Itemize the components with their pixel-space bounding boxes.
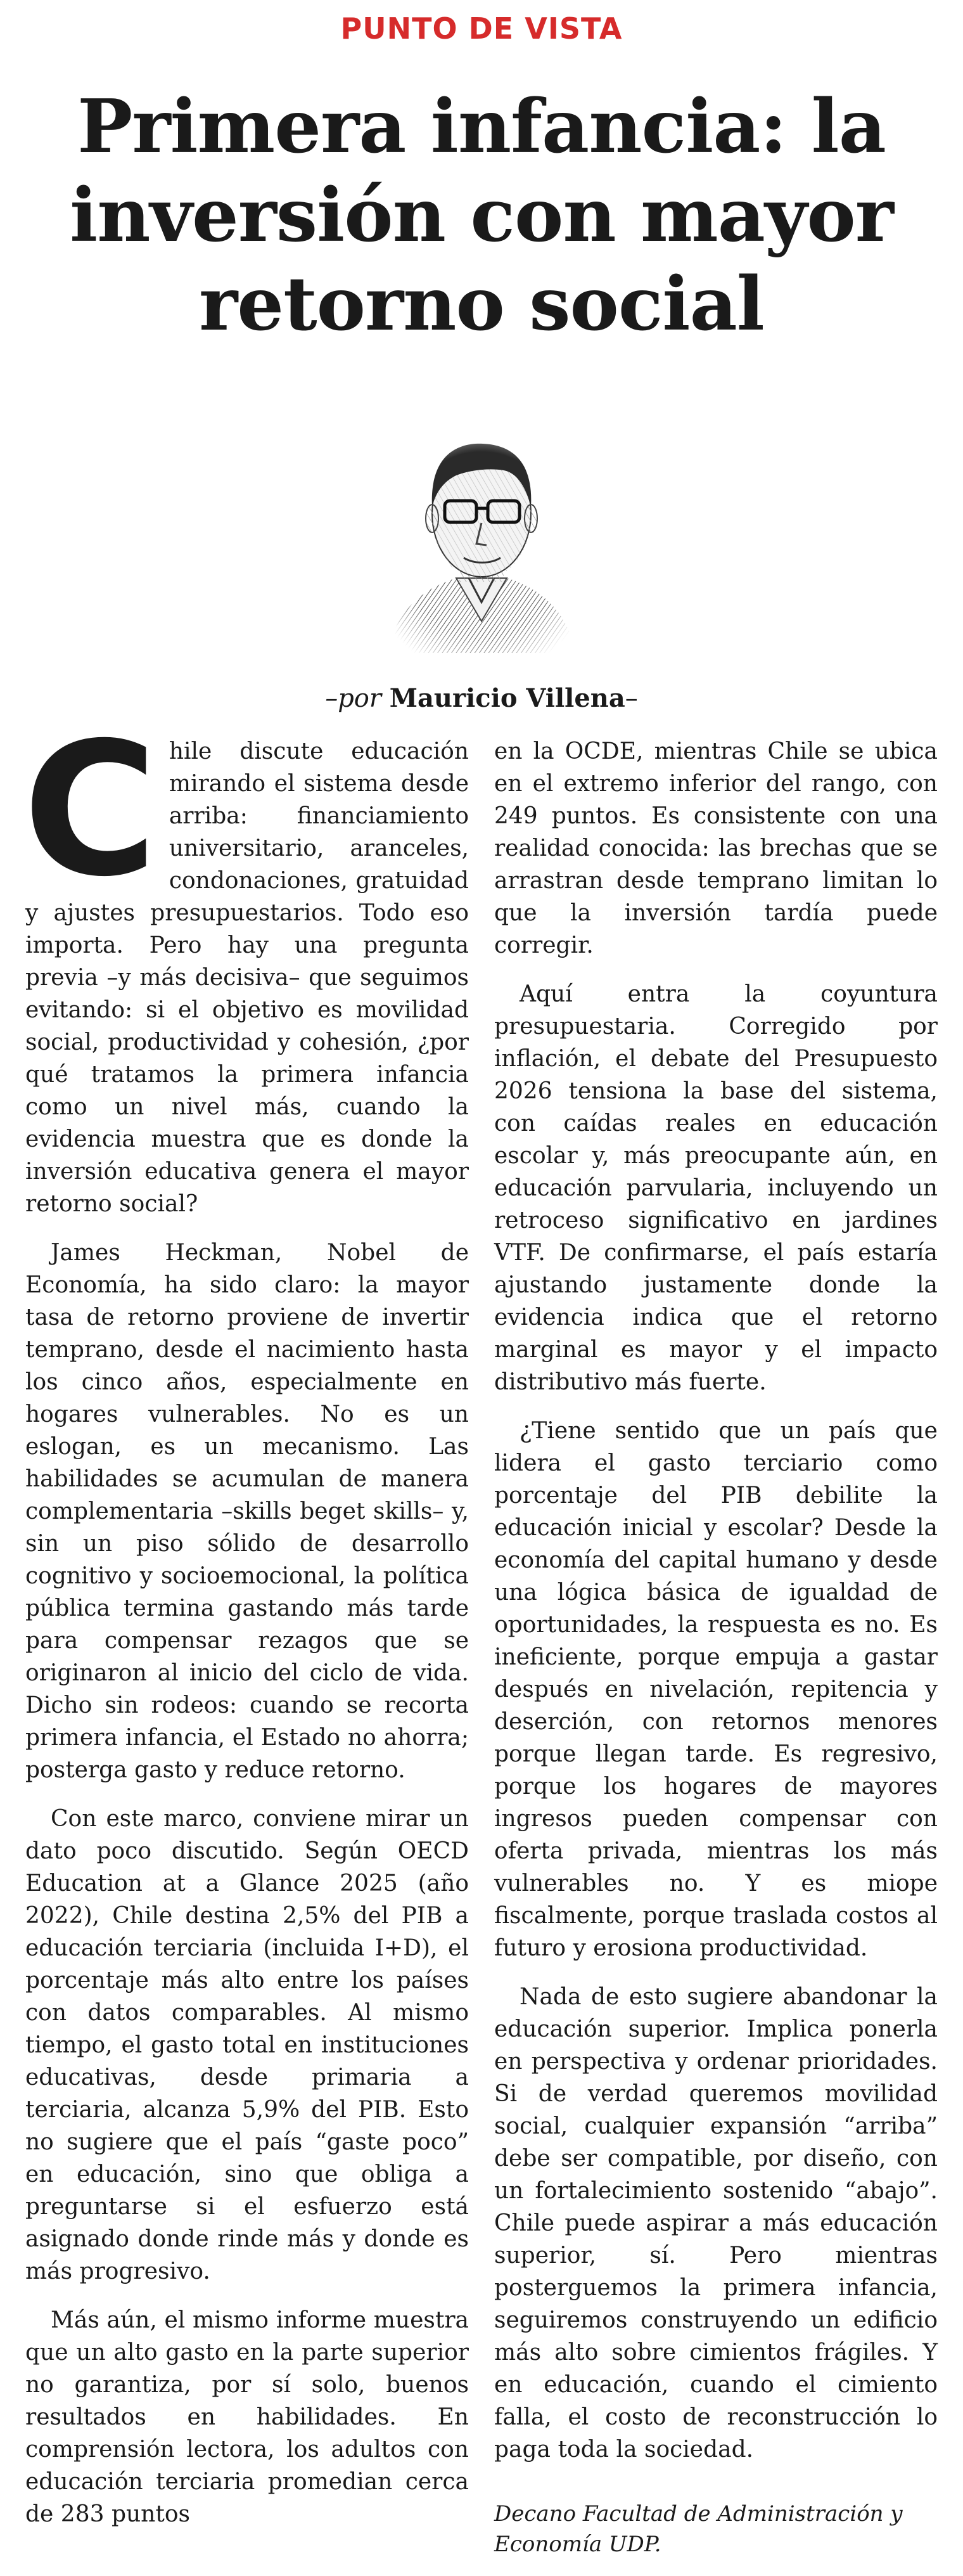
author-signature: Decano Facultad de Administración y Economía UDP.	[494, 2501, 903, 2557]
author-name: Mauricio Villena	[389, 683, 625, 713]
article-column-left	[23, 704, 469, 2547]
section-label: PUNTO DE VISTA	[340, 11, 623, 46]
paragraph-text: hile discute educación mirando el sistema desde arriba: financiamiento universitario, aranceles, condonaciones, gratuidad y ajustes presupuestarios. Todo eso importa. Pero hay una pregunta previa –y más decisiva– que seguimos evitando: si el objetivo es movilidad social, productividad y cohesión, ¿por qué tratamos la primera infancia como un nivel más, cuando la evidencia muestra que es donde la inversión educativa genera el mayor retorno social?	[25, 738, 469, 1217]
article-paragraph: en la OCDE, mientras Chile se ubica en el extremo inferior del rango, con 249 puntos. Es consistente con una realidad conocida: las brechas que se arrastran desde temprano limitan lo que la inversión tardía puede corregir.	[494, 738, 938, 958]
article-paragraph: Más aún, el mismo informe muestra que un alto gasto en la parte superior no garantiza, por sí solo, buenos resultados en habilidades. En comprensión lectora, los adultos con educación terciaria promedian cerca de 283 puntos	[25, 2307, 469, 2527]
article-paragraph: ¿Tiene sentido que un país que lidera el gasto terciario como porcentaje del PIB debilite la educación inicial y escolar? Desde la economía del capital humano y desde una lógica básica de igualdad de oportunidades, la respuesta es no. Es ineficiente, porque empuja a gastar después en nivelación, repitencia y deserción, con retornos menores porque llegan tarde. Es regresivo, porque los hogares de mayores ingresos pueden compensar con oferta privada, mientras los más vulnerables no. Y es miope fiscalmente, porque traslada costos al futuro y erosiona productividad.	[494, 1418, 938, 1961]
byline-suffix: –	[625, 684, 638, 713]
author-portrait-sketch	[374, 412, 589, 653]
drop-cap: C	[23, 704, 158, 917]
article-paragraph: Con este marco, conviene mirar un dato poco discutido. Según OECD Education at a Glance 2025 (año 2022), Chile destina 2,5% del PIB a educación terciaria (incluida I+D), el porcentaje más alto entre los países con datos comparables. Al mismo tiempo, el gasto total en instituciones educativas, desde primaria a terciaria, alcanza 5,9% del PIB. Esto no sugiere que el país “gaste poco” en educación, sino que obliga a preguntarse si el esfuerzo está asignado donde rinde más y donde es más progresivo.	[25, 1806, 469, 2284]
article-paragraph	[23, 704, 469, 1220]
article-paragraph: Aquí entra la coyuntura presupuestaria. Corregido por inflación, el debate del Presupuesto 2026 tensiona la base del sistema, con caídas reales en educación escolar y, más preocupante aún, en educación parvularia, incluyendo un retroceso significativo en jardines VTF. De confirmarse, el país estaría ajustando justamente donde la evidencia indica que el retorno marginal es mayor y el impacto distributivo más fuerte.	[494, 981, 938, 1395]
article-paragraph: James Heckman, Nobel de Economía, ha sido claro: la mayor tasa de retorno proviene de invertir temprano, desde el nacimiento hasta los cinco años, especialmente en hogares vulnerables. No es un eslogan, es un mecanismo. Las habilidades se acumulan de manera complementaria –skills beget skills– y, sin un piso sólido de desarrollo cognitivo y socioemocional, la política pública termina gastando más tarde para compensar rezagos que se originaron al inicio del ciclo de vida. Dicho sin rodeos: cuando se recorta primera infancia, el Estado no ahorra; posterga gasto y reduce retorno.	[25, 1240, 469, 1783]
article-paragraph: Nada de esto sugiere abandonar la educación superior. Implica ponerla en perspectiva y ordenar prioridades. Si de verdad queremos movilidad social, cualquier expansión “arriba” debe ser compatible, por diseño, con un fortalecimiento sostenido “abajo”. Chile puede aspirar a más educación superior, sí. Pero mientras posterguemos la primera infancia, seguiremos construyendo un edificio más alto sobre cimientos frágiles. Y en educación, cuando el cimiento falla, el costo de reconstrucción lo paga toda la sociedad.	[494, 1984, 938, 2463]
article-column-right	[494, 735, 938, 2576]
byline-prefix: –por	[325, 684, 381, 713]
author-portrait	[374, 412, 589, 653]
headline: Primera infancia: la inversión con mayor retorno social	[70, 84, 893, 347]
